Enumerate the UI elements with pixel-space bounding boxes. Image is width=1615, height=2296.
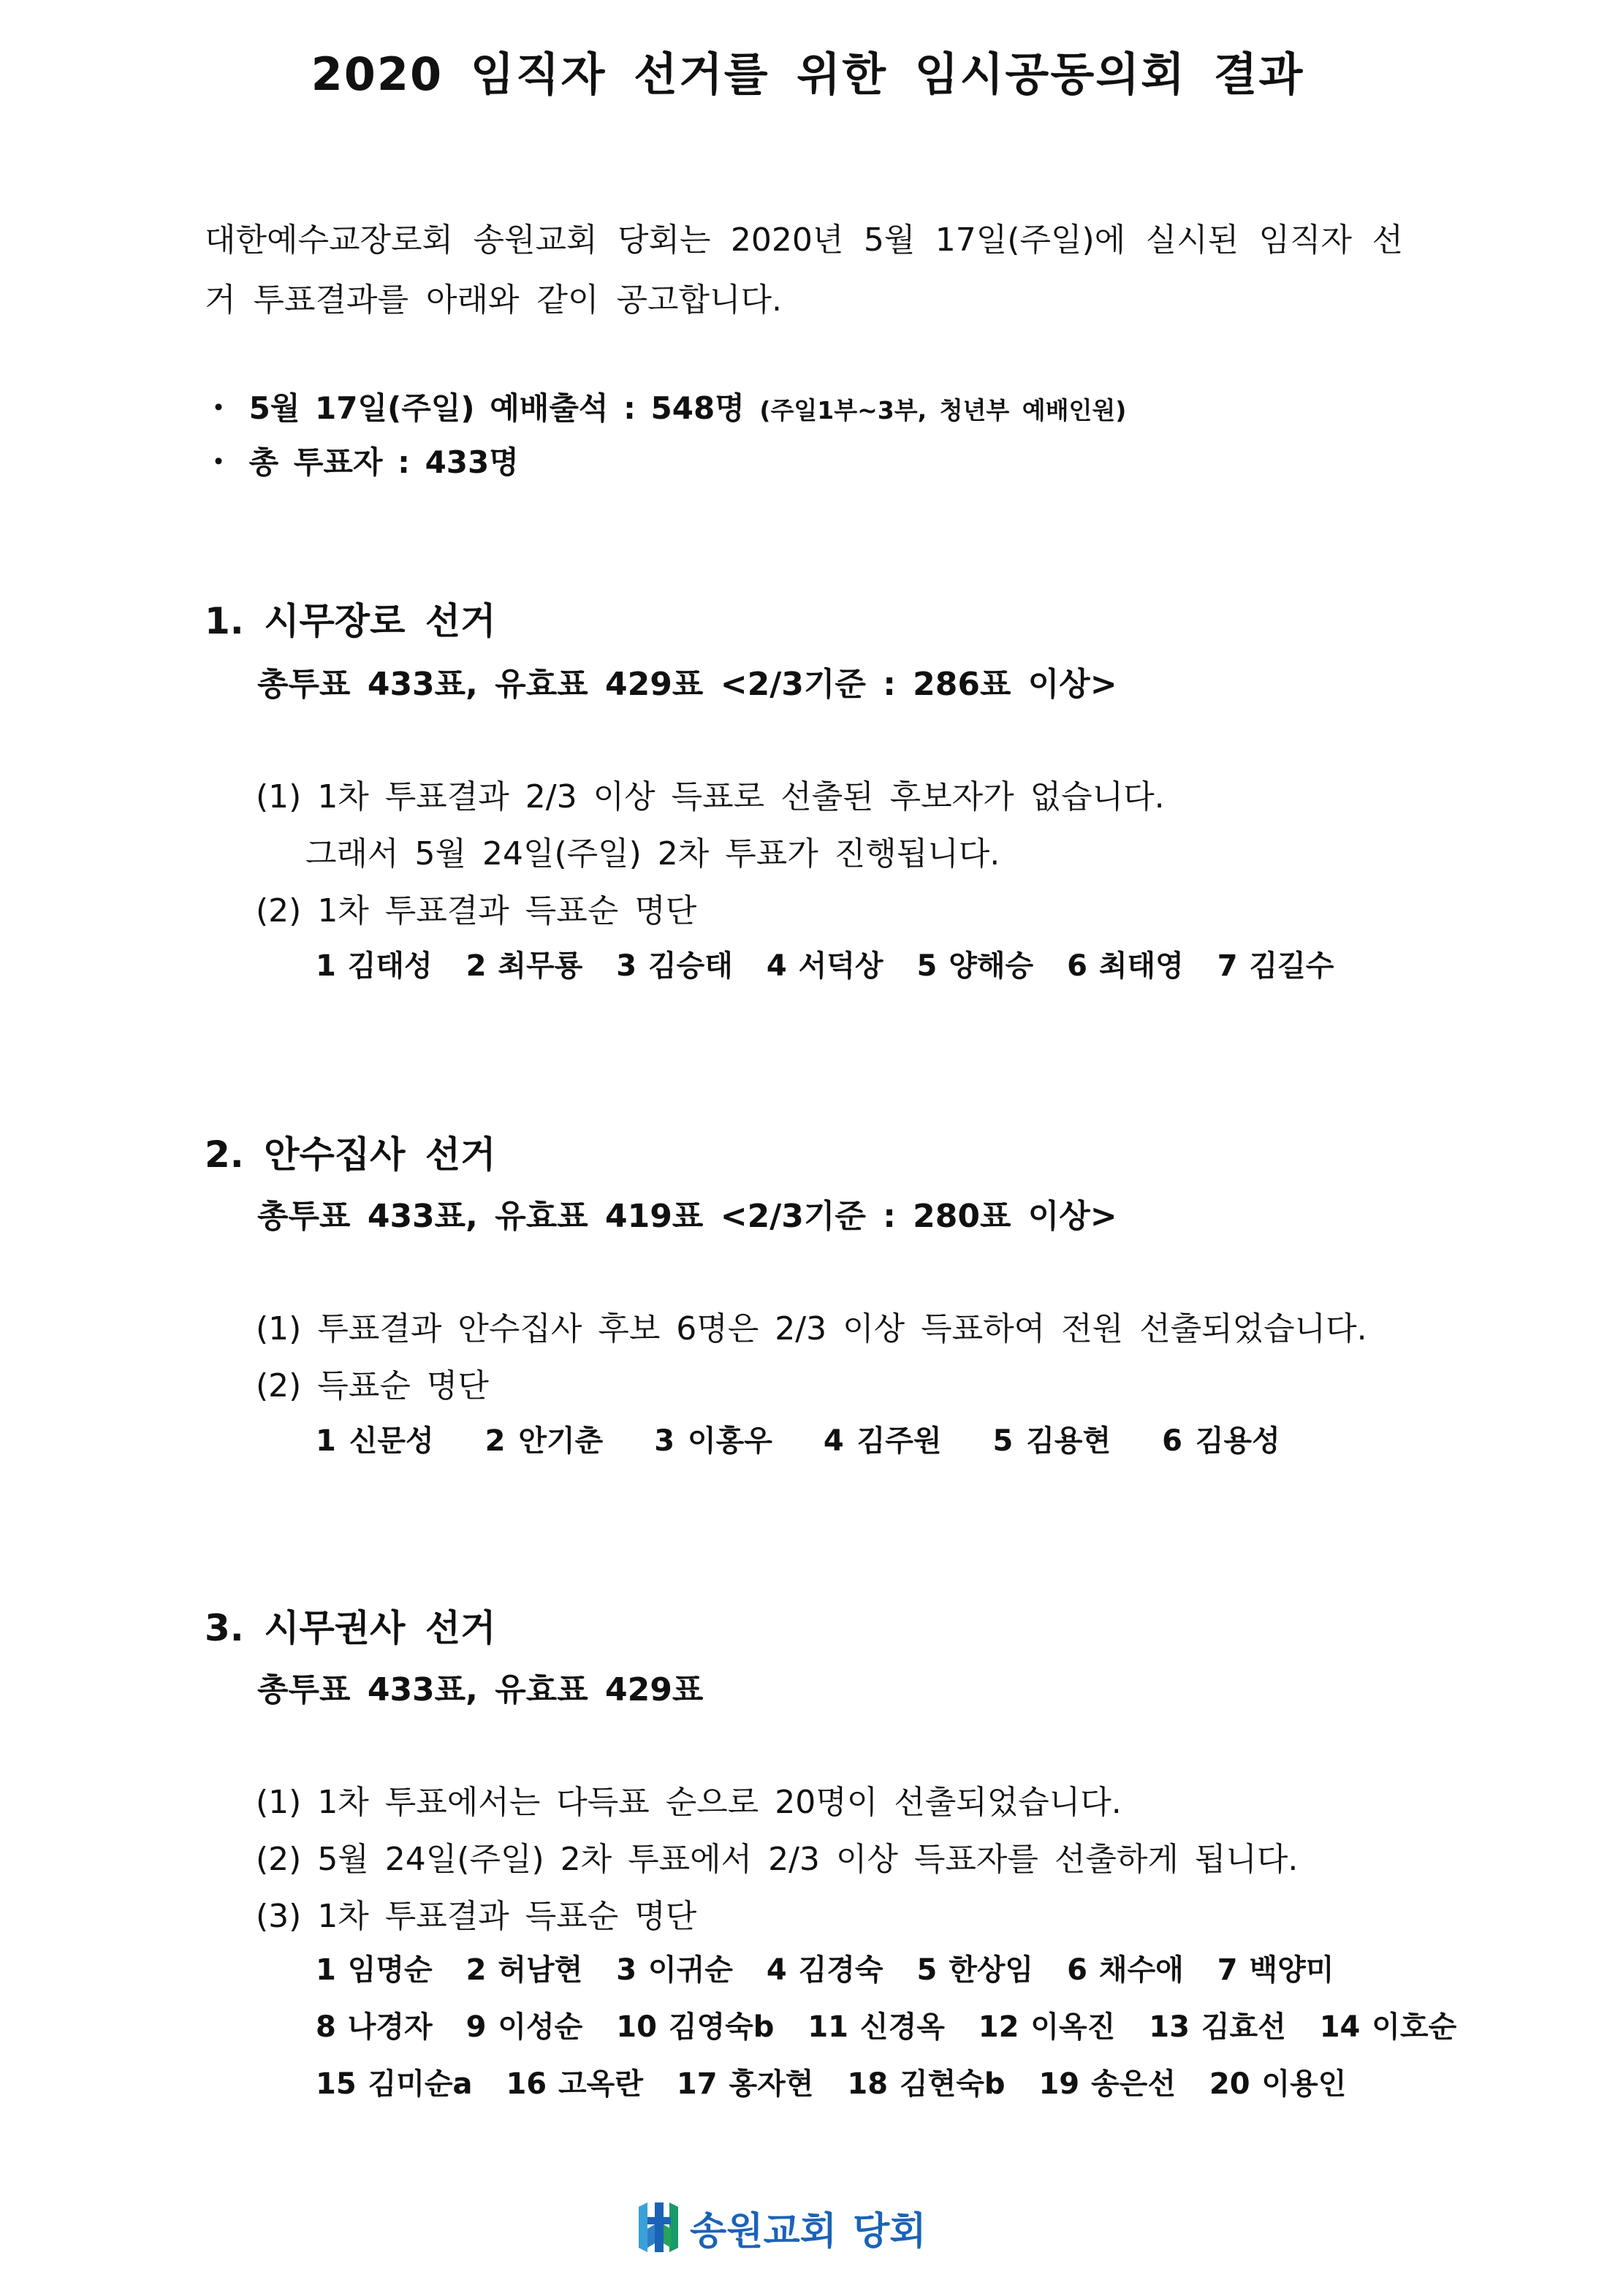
- list-item: 2 안기춘: [484, 1424, 604, 1458]
- list-item: 18 김현숙b: [847, 2067, 1006, 2101]
- list-item: 20 이용인: [1209, 2067, 1347, 2101]
- list-item: 12 이옥진: [978, 2010, 1116, 2044]
- voter-count-text: ・ 총 투표자 : 433명: [203, 444, 519, 480]
- list-item: 10 김영숙b: [616, 2010, 775, 2044]
- attendance-note: (주일1부~3부, 청년부 예배인원): [759, 396, 1127, 425]
- list-item: 5 양해승: [916, 949, 1034, 983]
- section-kwonsa-names-row-1: [316, 1947, 1334, 1988]
- list-item: 5 한상임: [916, 1953, 1034, 1987]
- section-elder-names: [316, 943, 1334, 984]
- list-item: 8 나경자: [316, 2010, 433, 2044]
- list-item: 1 김태성: [316, 949, 433, 983]
- list-item: 3 이귀순: [616, 1953, 733, 1987]
- list-item: 6 김용성: [1162, 1424, 1280, 1458]
- list-item: 14 이호순: [1319, 2010, 1457, 2044]
- list-item: 16 고옥란: [506, 2067, 643, 2101]
- attendance-text: ・ 5월 17일(주일) 예배출석 : 548명: [203, 390, 745, 426]
- section-elder-item-1: (1) 1차 투표결과 2/3 이상 득표로 선출된 후보자가 없습니다.: [256, 778, 1165, 816]
- church-logo: [637, 2200, 927, 2255]
- section-elder-title: 1. 시무장로 선거: [205, 600, 496, 642]
- attendance-bullet: [203, 384, 1126, 428]
- section-kwonsa-item-2: (2) 5월 24일(주일) 2차 투표에서 2/3 이상 득표자를 선출하게 됩니다.: [256, 1841, 1299, 1878]
- section-kwonsa-names-row-3: [316, 2061, 1346, 2102]
- page-title: 2020 임직자 선거를 위한 임시공동의회 결과: [311, 47, 1304, 101]
- list-item: 2 허남현: [466, 1953, 583, 1987]
- list-item: 4 김경숙: [766, 1953, 884, 1987]
- voter-count-bullet: [203, 438, 519, 482]
- section-deacon-item-2: (2) 득표순 명단: [256, 1367, 489, 1404]
- section-kwonsa-names-row-2: [316, 2004, 1456, 2045]
- list-item: 17 홍자현: [676, 2067, 814, 2101]
- list-item: 7 김길수: [1217, 949, 1334, 983]
- section-deacon-subtitle: 총투표 433표, 유효표 419표 <2/3기준 : 280표 이상>: [257, 1198, 1117, 1235]
- list-item: 9 이성순: [466, 2010, 583, 2044]
- section-deacon-item-1: (1) 투표결과 안수집사 후보 6명은 2/3 이상 득표하여 전원 선출되었습니다.: [256, 1310, 1367, 1347]
- section-kwonsa-subtitle: 총투표 433표, 유효표 429표: [257, 1671, 704, 1708]
- list-item: 2 최무룡: [466, 949, 583, 983]
- section-kwonsa-item-3: (3) 1차 투표결과 득표순 명단: [256, 1898, 697, 1935]
- section-elder-item-2: (2) 1차 투표결과 득표순 명단: [256, 892, 697, 930]
- section-kwonsa-item-1: (1) 1차 투표에서는 다득표 순으로 20명이 선출되었습니다.: [256, 1784, 1122, 1821]
- church-name: 송원교회 당회: [690, 2209, 927, 2254]
- list-item: 11 신경옥: [808, 2010, 945, 2044]
- section-deacon-names: [316, 1418, 1280, 1459]
- list-item: 1 임명순: [316, 1953, 433, 1987]
- list-item: 6 최태영: [1067, 949, 1184, 983]
- section-kwonsa-title: 3. 시무권사 선거: [205, 1607, 496, 1649]
- list-item: 3 김승태: [616, 949, 733, 983]
- list-item: 3 이홍우: [654, 1424, 772, 1458]
- list-item: 1 신문성: [316, 1424, 434, 1458]
- list-item: 4 김주원: [823, 1424, 942, 1458]
- list-item: 19 송은선: [1038, 2067, 1176, 2101]
- section-deacon-title: 2. 안수집사 선거: [205, 1133, 496, 1176]
- list-item: 5 김용현: [992, 1424, 1112, 1458]
- church-cross-icon: [637, 2200, 680, 2255]
- list-item: 7 백양미: [1217, 1953, 1334, 1987]
- list-item: 15 김미순a: [316, 2067, 473, 2101]
- section-elder-subtitle: 총투표 433표, 유효표 429표 <2/3기준 : 286표 이상>: [257, 666, 1117, 703]
- list-item: 4 서덕상: [766, 949, 884, 983]
- section-elder-item-1-cont: 그래서 5월 24일(주일) 2차 투표가 진행됩니다.: [305, 835, 1000, 873]
- list-item: 6 채수애: [1067, 1953, 1184, 1987]
- list-item: 13 김효선: [1149, 2010, 1286, 2044]
- intro-paragraph: 대한예수교장로회 송원교회 당회는 2020년 5월 17일(주일)에 실시된 임직자 선거 투표결과를 아래와 같이 공고합니다.: [205, 221, 1403, 319]
